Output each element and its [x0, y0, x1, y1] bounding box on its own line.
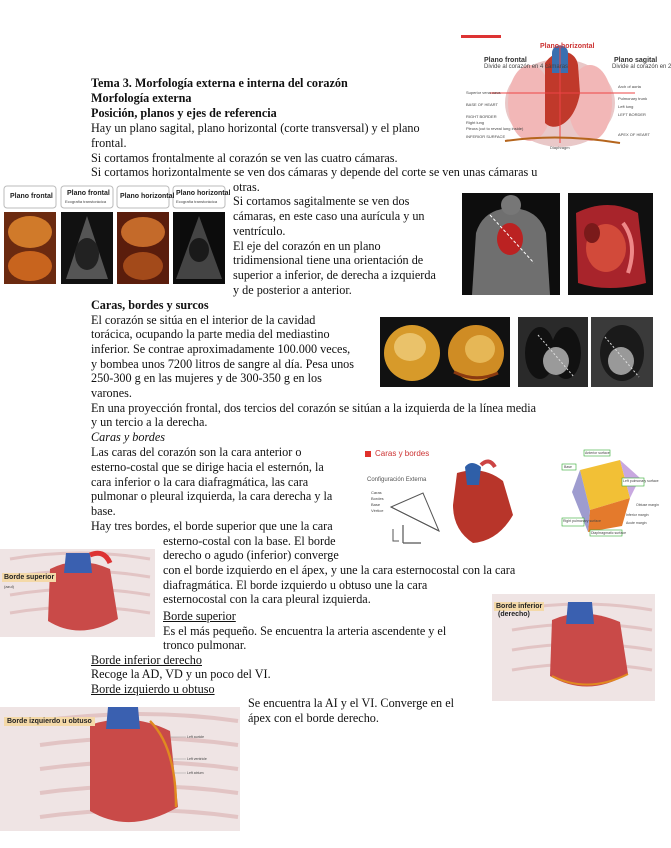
planes-figure: [460, 33, 671, 151]
xray-lateral-figure: [591, 317, 653, 387]
borde-izquierdo-figure: [0, 707, 240, 831]
anatomy-label: Left lung: [618, 104, 634, 109]
paragraph-line: superior a inferior, de derecha a izquierda: [233, 268, 436, 282]
slide-item: Caras: [371, 490, 382, 495]
anatomy-label: Superior vena cava: [466, 90, 501, 95]
sagittal-dissection-figure: [568, 193, 653, 295]
anatomy-label: Left atrium: [187, 771, 204, 775]
section-label: Plano horizontal: [176, 190, 231, 197]
plane-label: Plano horizontal: [540, 43, 595, 50]
slide-subtitle: Configuración Externa: [367, 477, 427, 483]
surface-label: Left pulmonary surface: [623, 479, 659, 483]
paragraph-line: esterno-costal con la base. El borde: [163, 534, 336, 548]
paragraph-line: Hay un plano sagital, plano horizontal (corte transversal) y el plano: [91, 121, 420, 135]
paragraph-line: base.: [91, 504, 116, 518]
caras-bordes-italic: Caras y bordes: [91, 430, 166, 444]
plane-label: Divide al corazón en 2: [612, 64, 671, 70]
paragraph-line: Hay tres bordes, el borde superior que une la cara: [91, 519, 333, 533]
page-title: Tema 3. Morfología externa e interna del corazón: [91, 76, 348, 90]
section-label: Plano frontal: [10, 193, 53, 200]
surface-label: Diaphragmatic surface: [591, 531, 627, 535]
anatomy-label: Arch of aorta: [618, 84, 641, 89]
paragraph-line: Si cortamos frontalmente al corazón se ven las cuatro cámaras.: [91, 151, 398, 165]
borde-superior-figure: [0, 549, 155, 637]
paragraph-line: ventrículo.: [233, 224, 286, 238]
paragraph-line: El corazón se sitúa en el interior de la cavidad: [91, 313, 316, 327]
paragraph-line: Si cortamos sagitalmente se ven dos: [233, 194, 410, 208]
paragraph-line: Las caras del corazón son la cara anterior o: [91, 445, 302, 459]
slide-item: Base: [371, 502, 381, 507]
surfaces-diagram: [560, 448, 659, 538]
paragraph-line: cámaras, en este caso una aurícula y un: [233, 209, 425, 223]
section-label: Ecografía transtorácica: [176, 199, 218, 204]
anatomy-label: INFERIOR SURFACE: [466, 134, 506, 139]
anatomy-label: Left auricle: [187, 735, 205, 739]
paragraph-line: inferior. Se contrae aproximadamente 100.000 veces,: [91, 342, 351, 356]
surface-label: Acute margin: [626, 521, 647, 525]
figure-tag: Borde inferior: [496, 603, 543, 610]
anatomy-label: Pleura (cut to reveal lung inside): [466, 126, 524, 131]
paragraph-line: y un tercio a la derecha.: [91, 415, 208, 429]
paragraph-line: derecho o agudo (inferior) converge: [163, 548, 339, 562]
paragraph-line: tridimensional tiene una orientación de: [233, 253, 424, 267]
borde-inferior-title: Borde inferior derecho: [91, 653, 202, 667]
plane-label: Plano sagital: [614, 57, 658, 64]
section-title: Morfología externa: [91, 91, 192, 105]
paragraph-line: diafragmática. El borde izquierdo u obtuso une la cara: [163, 578, 428, 592]
heart-photos-figure: [380, 317, 510, 387]
anatomy-label: Right lung: [466, 120, 485, 125]
figure-tag: Borde izquierdo u obtuso: [4, 717, 95, 726]
borde-superior-illustration: [0, 549, 155, 637]
xray-lateral-illustration: [591, 317, 653, 387]
paragraph-line: El eje del corazón en un plano: [233, 239, 381, 253]
section-label: Ecografía transtorácica: [65, 199, 107, 204]
slide-item: Bordes: [371, 496, 384, 501]
section-label: Plano horizontal: [120, 193, 175, 200]
anatomy-label: Pulmonary trunk: [618, 96, 648, 101]
anatomy-label: BASE OF HEART: [466, 102, 498, 107]
paragraph-line: pulmonar o pleural izquierda, la cara derecha y la: [91, 489, 333, 503]
paragraph-line: torácica, ocupando la parte media del mediastino: [91, 327, 330, 341]
paragraph-line: tronco pulmonar.: [163, 638, 247, 652]
paragraph-line: otras.: [233, 180, 260, 194]
paragraph-line: cara inferior o la cara diafragmática, las cara: [91, 475, 309, 489]
anatomy-label: Left ventricle: [187, 757, 207, 761]
caras-bordes-illustration: [363, 445, 523, 548]
caras-heading: Caras, bordes y surcos: [91, 298, 209, 312]
torso-axis-figure: [462, 193, 560, 295]
surface-label: Base: [564, 465, 572, 469]
paragraph-line: ápex con el borde derecho.: [248, 711, 379, 725]
surface-label: Right pulmonary surface: [563, 519, 601, 523]
anatomy-label: RIGHT BORDER: [466, 114, 497, 119]
figure-tag-sub: (derecho): [498, 611, 530, 618]
heart-photos-illustration: [380, 317, 510, 387]
slide-title: Caras y bordes: [375, 449, 430, 458]
surface-label: Anterior surface: [585, 451, 610, 455]
anatomy-label: LEFT BORDER: [618, 112, 646, 117]
paragraph-line: con el borde izquierdo en el ápex, y une la cara esternocostal con la cara: [163, 563, 516, 577]
paragraph-line: 250-300 g en las mujeres y de 300-350 g en los: [91, 371, 322, 385]
figure-tag: Borde superior: [4, 574, 55, 581]
xray-frontal-illustration: [518, 317, 588, 387]
torso-axis-illustration: [462, 193, 560, 295]
paragraph-line: y bombea unos 7200 litros de sangre al día. Pesa unos: [91, 357, 355, 371]
paragraph-line: Si cortamos horizontalmente se ven dos cámaras y depende del corte se ven unas cámaras u: [91, 165, 538, 179]
borde-inferior-figure: [492, 594, 655, 701]
slide-item: Vértice: [371, 508, 384, 513]
plane-label: Plano frontal: [484, 57, 527, 64]
paragraph-line: Recoge la AD, VD y un poco del VI.: [91, 667, 271, 681]
xray-frontal-figure: [518, 317, 588, 387]
borde-superior-title: Borde superior: [163, 609, 236, 623]
paragraph-line: En una proyección frontal, dos tercios del corazón se sitúan a la izquierda de la línea media: [91, 401, 537, 415]
figure-tag-sub: (azul): [4, 584, 15, 589]
paragraph-line: esternocostal con la cara pleural izquierda.: [163, 592, 371, 606]
paragraph-line: varones.: [91, 386, 132, 400]
paragraph-line: Se encuentra la AI y el VI. Converge en el: [248, 696, 454, 710]
paragraph-line: y de posterior a anterior.: [233, 283, 352, 297]
section-label: Plano frontal: [67, 190, 110, 197]
anatomy-label: APEX OF HEART: [618, 132, 650, 137]
sections-figure: [4, 184, 229, 286]
caras-bordes-slide: [363, 445, 523, 548]
paragraph-line: Es el más pequeño. Se encuentra la arteria ascendente y el: [163, 624, 447, 638]
borde-izquierdo-title: Borde izquierdo u obtuso: [91, 682, 215, 696]
sagittal-dissection-illustration: [568, 193, 653, 295]
plane-label: Divide al corazón en 4 cámaras: [484, 64, 569, 70]
paragraph-line: frontal.: [91, 136, 127, 150]
paragraph-line: esterno-costal que se dirige hacia el esternón, la: [91, 460, 324, 474]
subsection-title: Posición, planos y ejes de referencia: [91, 106, 277, 120]
surface-label: Inferior margin: [626, 513, 649, 517]
anatomy-label: Diaphragm: [550, 145, 570, 150]
surface-label: Obtuse margin: [636, 503, 659, 507]
